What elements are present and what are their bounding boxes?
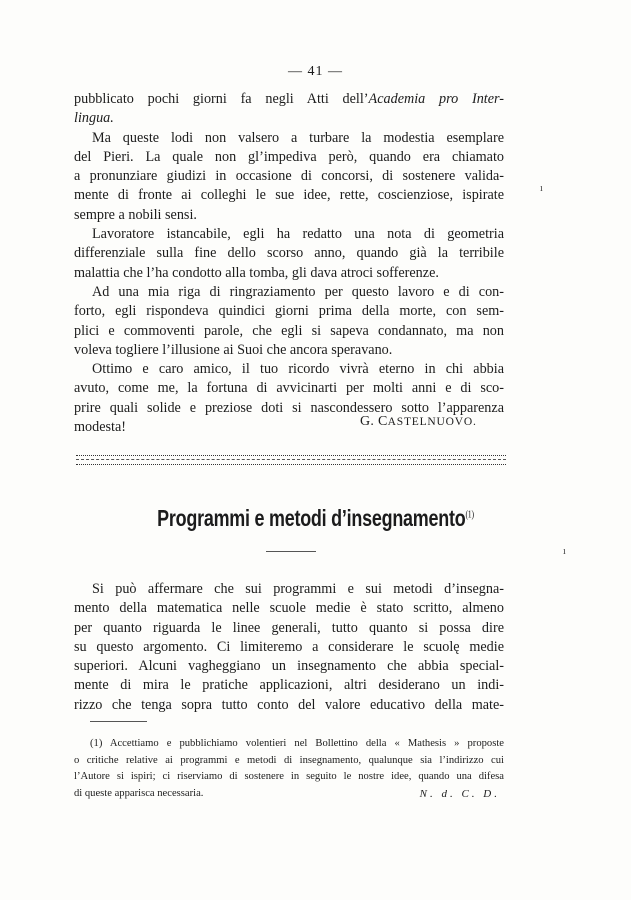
footnote-line: (1) Accettiamo e pubblichiamo volentieri nel Bollettino della « Mathesis » proposte — [90, 738, 504, 749]
text-line: voleva togliere l’illusione ai Suoi che ancora speravano. — [74, 341, 393, 358]
text-line: prire quali solide e preziose doti si nascondessero sotto l’apparenza — [74, 399, 504, 416]
text-line: malattia che l’ha condotto alla tomba, gli dava atroci sofferenze. — [74, 264, 439, 281]
text-line: mente di fronte ai colleghi le sue idee, rette, coscienziose, ispirate — [74, 187, 504, 204]
text-line: per quanto riguarda le linee generali, tutto quanto si possa dire — [74, 619, 504, 636]
text-line: avuto, come me, la fortuna di avvicinarti per molti anni e di sco- — [74, 380, 504, 397]
text-line: sempre a nobili sensi. — [74, 206, 197, 223]
text-line: differenziale sulla fine dello scorso anno, quando già la terribile — [74, 245, 504, 262]
footnote — [74, 736, 504, 802]
margin-mark: ı — [540, 183, 543, 194]
text-line: a pronunziare giudizi in occasione di concorsi, di sostenere valida- — [74, 168, 504, 185]
ornamental-divider — [76, 455, 506, 465]
text-line: Lavoratore istancabile, egli ha redatto una nota di geometria — [92, 226, 504, 243]
footnote-line: di queste apparisca necessaria. N. d. C. D. — [74, 786, 504, 803]
signature: G. CASTELNUOVO. — [360, 414, 477, 429]
footnote-rule — [90, 721, 147, 722]
text-line: rizzo che tenga sopra tutto conto del valore educativo della mate- — [74, 696, 504, 713]
text-line: plici e commoventi parole, che egli si sapeva condannato, ma non — [74, 322, 504, 339]
text-line: mente di mira le pratiche applicazioni, altri desiderano un indi- — [74, 677, 504, 694]
obituary-text — [74, 90, 504, 437]
footnote-line: l’Autore si ispiri; ci riserviamo di sostenere in seguito le nostre idee, quando una difesa — [74, 771, 504, 783]
text-line: forto, egli rispondeva quindici giorni prima della morte, con sem- — [74, 303, 504, 320]
text-line: mento della matematica nelle scuole medie è stato scritto, almeno — [74, 600, 504, 617]
text-line: lingua. — [74, 110, 114, 127]
text-line: Si può affermare che sui programmi e sui metodi d’insegna- — [92, 581, 504, 597]
article-text — [74, 580, 504, 715]
margin-mark: ı — [563, 546, 566, 557]
text-line: su questo argomento. Ci limiteremo a considerare le scuolę medie — [74, 638, 504, 655]
text-line: pubblicato pochi giorni fa negli Atti dell’Academia pro Inter- — [74, 91, 504, 107]
footnote-ref: (1) — [465, 509, 474, 521]
text-line: Ma queste lodi non valsero a turbare la modestia esemplare — [92, 129, 504, 146]
page-number: — 41 — — [288, 64, 343, 79]
section-title: Programmi e metodi d’insegnamento$^{(1)}$ — [157, 505, 474, 531]
text-line: modesta! — [74, 419, 127, 436]
ornamental-divider-center — [76, 459, 506, 460]
text-line: del Pieri. La quale non gl’impediva però, quando era chiamato — [74, 148, 504, 165]
text-line: Ad una mia riga di ringraziamento per questo lavoro e di con- — [92, 283, 504, 300]
text-line: Ottimo e caro amico, il tuo ricordo vivrà eterno in chi abbia — [92, 361, 504, 378]
editor-signature: N. d. C. D. — [419, 787, 500, 800]
text-line: superiori. Alcuni vagheggiano un insegnamento che abbia special- — [74, 658, 504, 675]
footnote-line: o critiche relative ai programmi e metodi di insegnamento, qualunque sia l’indirizzo cui — [74, 754, 504, 766]
title-rule — [266, 551, 316, 552]
